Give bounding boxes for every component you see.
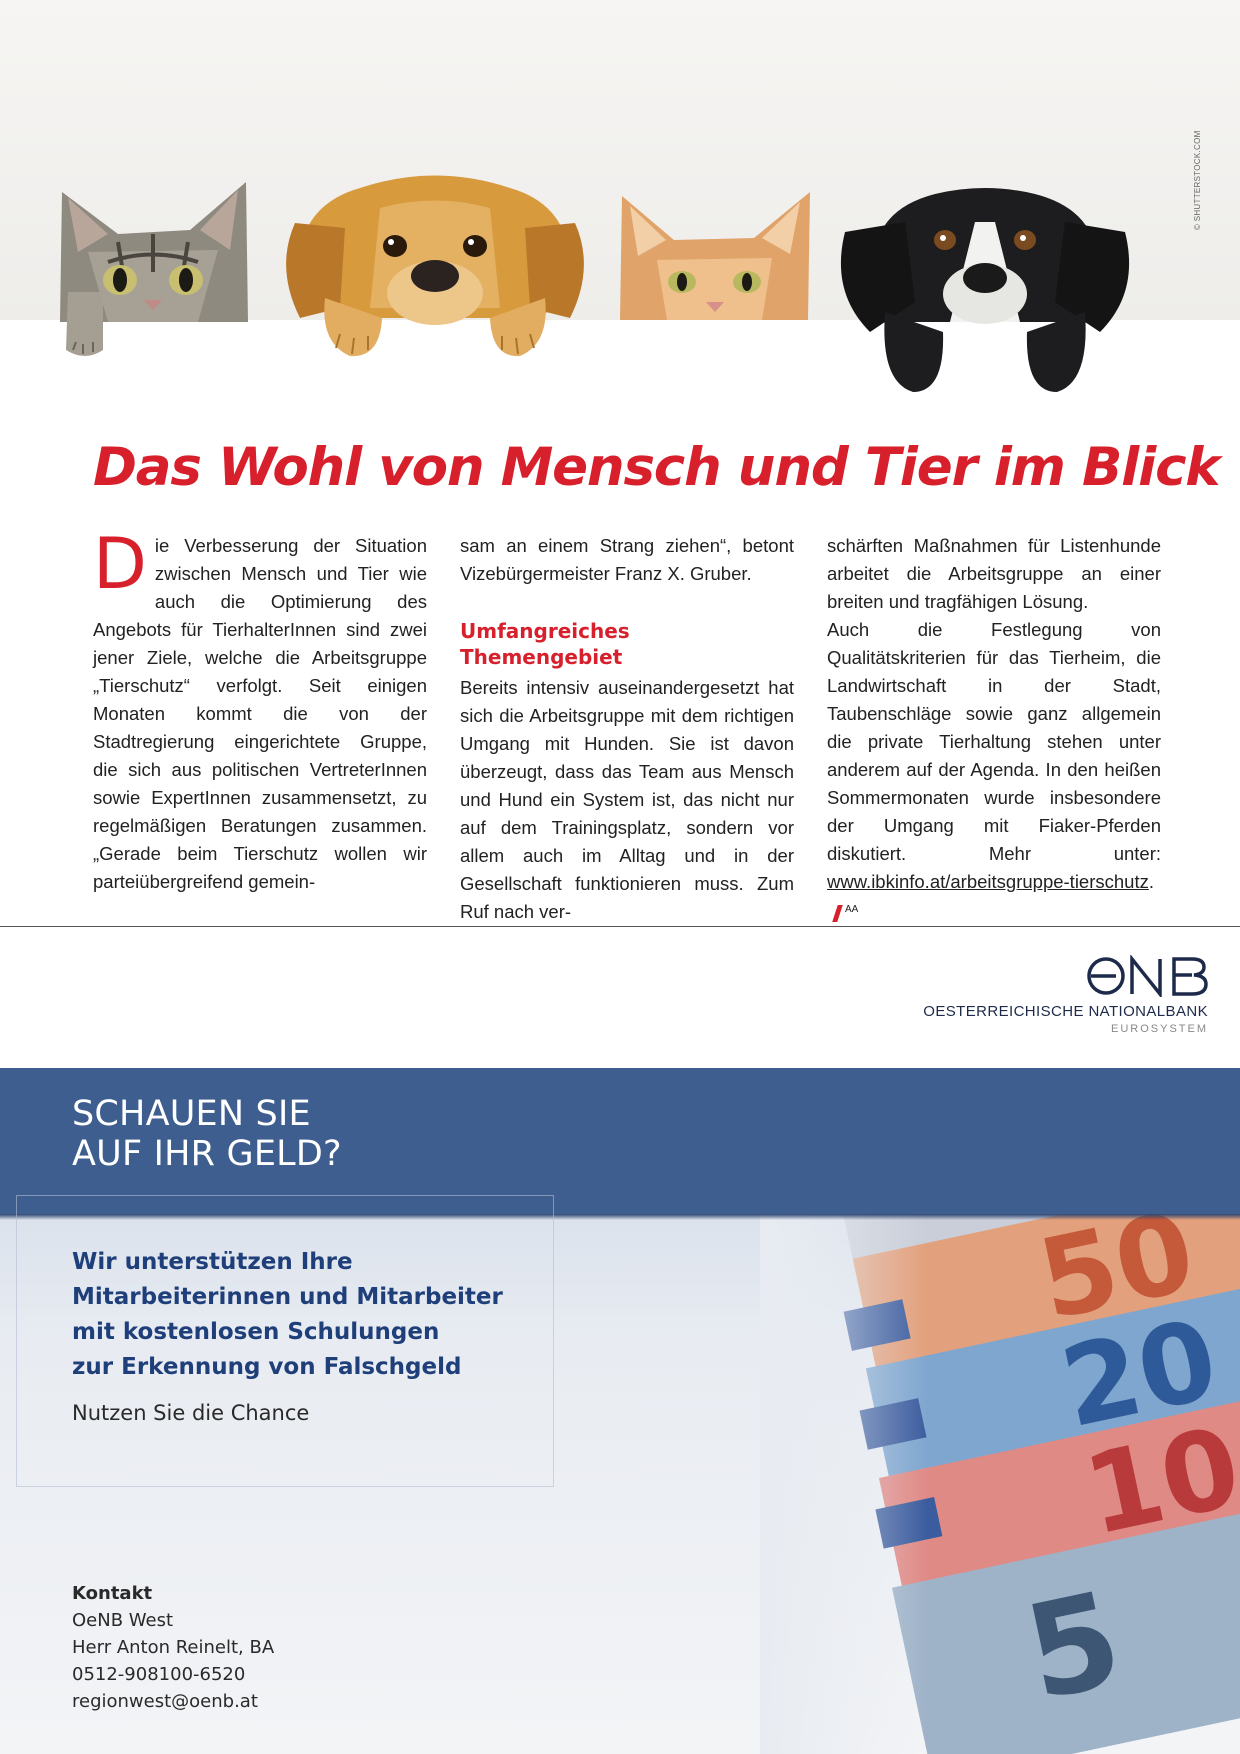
article-subheading: Umfangreiches Themengebiet [460, 619, 630, 669]
photo-credit: © SHUTTERSTOCK.COM [1193, 130, 1202, 230]
author-initials: AA [845, 904, 859, 915]
article-column-1 [93, 523, 427, 896]
ad-claim-line-3: mit kostenlosen Schulungen [72, 1319, 440, 1345]
article-paragraph-1: ie Verbesserung der Situation zwischen Mensch und Tier wie auch die Optimierung des Angebots für TierhalterInnen sind zwei jener Ziele, welche die Arbeitsgruppe „Tierschutz“ verfolgt. Seit einigen Monaten kommt die von der Stadtregierung eingerichtete Gruppe, die sich aus politischen VertreterInnen sowie ExpertInnen zusammensetzt, zu regelmäßigen Beratungen zusammen. „Gerade beim Tierschutz wollen wir parteiübergreifend gemein- [93, 535, 427, 892]
hero-photo [0, 0, 1240, 410]
contact-person: Herr Anton Reinelt, BA [72, 1637, 275, 1658]
oenb-advertisement [0, 1068, 1240, 1754]
contact-org: OeNB West [72, 1610, 174, 1631]
golden-retriever-icon [270, 168, 600, 373]
ad-title-line-2: AUF IHR GELD? [72, 1134, 342, 1174]
article-link[interactable]: www.ibkinfo.at/arbeitsgruppe-tierschutz [827, 871, 1149, 892]
contact-email[interactable]: regionwest@oenb.at [72, 1691, 258, 1712]
oenb-name: OESTERREICHISCHE NATIONALBANK [923, 1003, 1208, 1020]
ginger-cat-icon [612, 190, 817, 330]
article-paragraph-2: sam an einem Strang ziehen“, betont Vizebürgermeister Franz X. Gruber. [460, 535, 794, 584]
ad-claim [72, 1245, 503, 1385]
article-paragraph-5: Auch die Festlegung von Qualitätskriterien für das Tierheim, die Landwirtschaft in der Stadt, Taubenschläge sowie ganz allgemein die private Tierhaltung stehen unter anderem auf der Agenda. In den heißen Sommermonaten wurde insbesondere der Umgang mit Fiaker-Pferden diskutiert. Mehr unter: [827, 619, 1161, 864]
ad-title [72, 1094, 342, 1174]
link-suffix: . [1148, 871, 1154, 892]
article-paragraph-4: schärften Maßnahmen für Listenhunde arbeitet die Arbeitsgruppe an einer breiten und tragfähigen Lösung. [827, 535, 1161, 612]
contact-phone[interactable]: 0512-908100-6520 [72, 1664, 246, 1685]
contact-block [72, 1580, 274, 1715]
oenb-logo-icon [1086, 955, 1210, 997]
ad-claim-line-4: zur Erkennung von Falschgeld [72, 1354, 462, 1380]
black-white-dog-icon [835, 182, 1135, 407]
ad-claim-line-2: Mitarbeiterinnen und Mitarbeiter [72, 1284, 503, 1310]
article-paragraph-3: Bereits intensiv auseinandergesetzt hat sich die Arbeitsgruppe mit dem richtigen Umgang mit Hunden. Sie ist davon überzeugt, dass das Team aus Mensch und Hund ein System ist, das nicht nur auf dem Trainingsplatz, sondern vor allem auch im Alltag und in der Gesellschaft funktionieren muss. Zum Ruf nach ver- [460, 677, 794, 922]
section-divider [0, 926, 1240, 927]
ad-chance: Nutzen Sie die Chance [72, 1401, 310, 1425]
article-column-3 [827, 532, 1161, 928]
drop-cap: D [93, 523, 147, 605]
oenb-subtitle: EUROSYSTEM [1110, 1023, 1208, 1035]
article-title: Das Wohl von Mensch und Tier im Blick [93, 437, 1220, 498]
ad-claim-line-1: Wir unterstützen Ihre [72, 1249, 353, 1275]
end-mark-icon [832, 905, 843, 922]
ad-title-line-1: SCHAUEN SIE [72, 1094, 311, 1134]
article-column-2 [460, 532, 794, 926]
contact-heading: Kontakt [72, 1583, 153, 1604]
tabby-cat-icon [48, 172, 258, 367]
